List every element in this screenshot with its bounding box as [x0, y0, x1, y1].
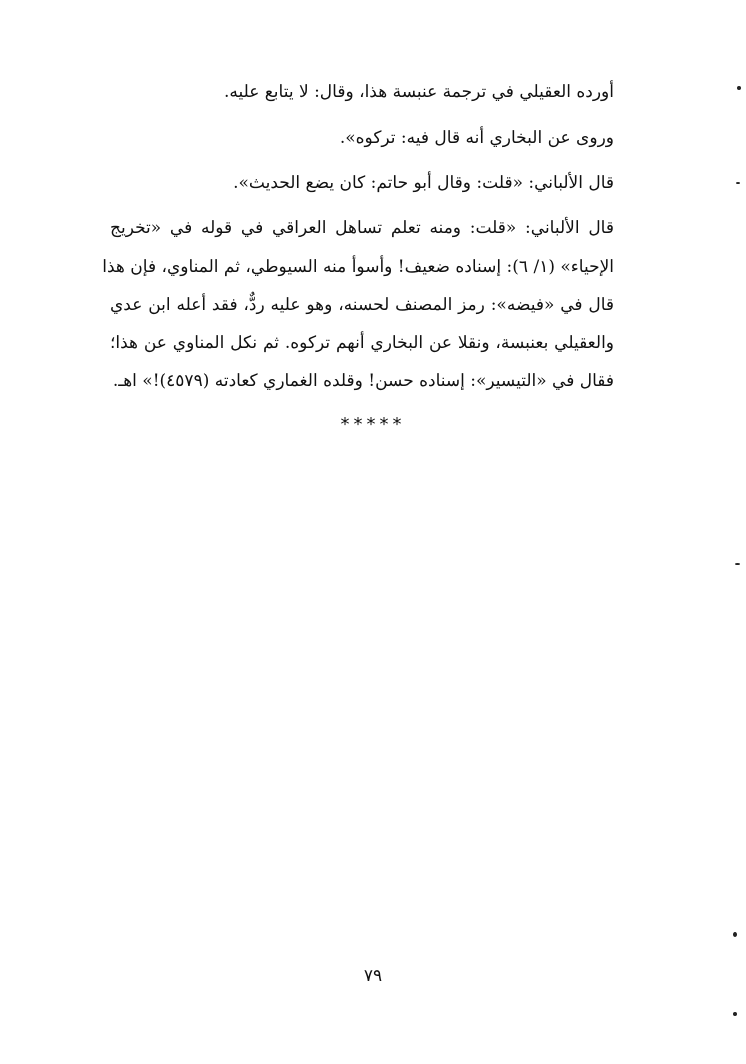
scan-speck: [737, 86, 741, 90]
paragraph-1-line-1: أورده العقيلي في ترجمة عنبسة هذا، وقال: لا يتابع عليه.: [223, 82, 614, 102]
paragraph-4-line-5: فقال في «التيسير»: إسناده حسن! وقلده الغماري كعادته (٤٥٧٩)!» اهـ.: [112, 371, 614, 391]
paragraph-3-line-1: قال الألباني: «قلت: وقال أبو حاتم: كان يضع الحديث».: [233, 173, 614, 193]
scan-speck: [733, 932, 737, 937]
page-number: ٧٩: [363, 966, 383, 986]
scan-speck: [733, 1012, 737, 1016]
paragraph-4-line-1: قال الألباني: «قلت: ومنه تعلم تساهل العراقي في قوله في «تخريج: [110, 218, 614, 238]
section-separator: *****: [340, 414, 406, 435]
paragraph-2-line-1: وروى عن البخاري أنه قال فيه: تركوه».: [339, 128, 614, 148]
paragraph-4-line-2: الإحياء» (١/ ٦): إسناده ضعيف! وأسوأ منه السيوطي، ثم المناوي، فإن هذا: [102, 257, 614, 277]
paragraph-4-line-4: والعقيلي بعنبسة، ونقلا عن البخاري أنهم تركوه. ثم نكل المناوي عن هذا؛: [110, 333, 614, 353]
scan-speck: [736, 182, 740, 184]
paragraph-4-line-3: قال في «فيضه»: رمز المصنف لحسنه، وهو عليه ردٌّ، فقد أعله ابن عدي: [110, 295, 614, 315]
scan-speck: [735, 563, 740, 565]
